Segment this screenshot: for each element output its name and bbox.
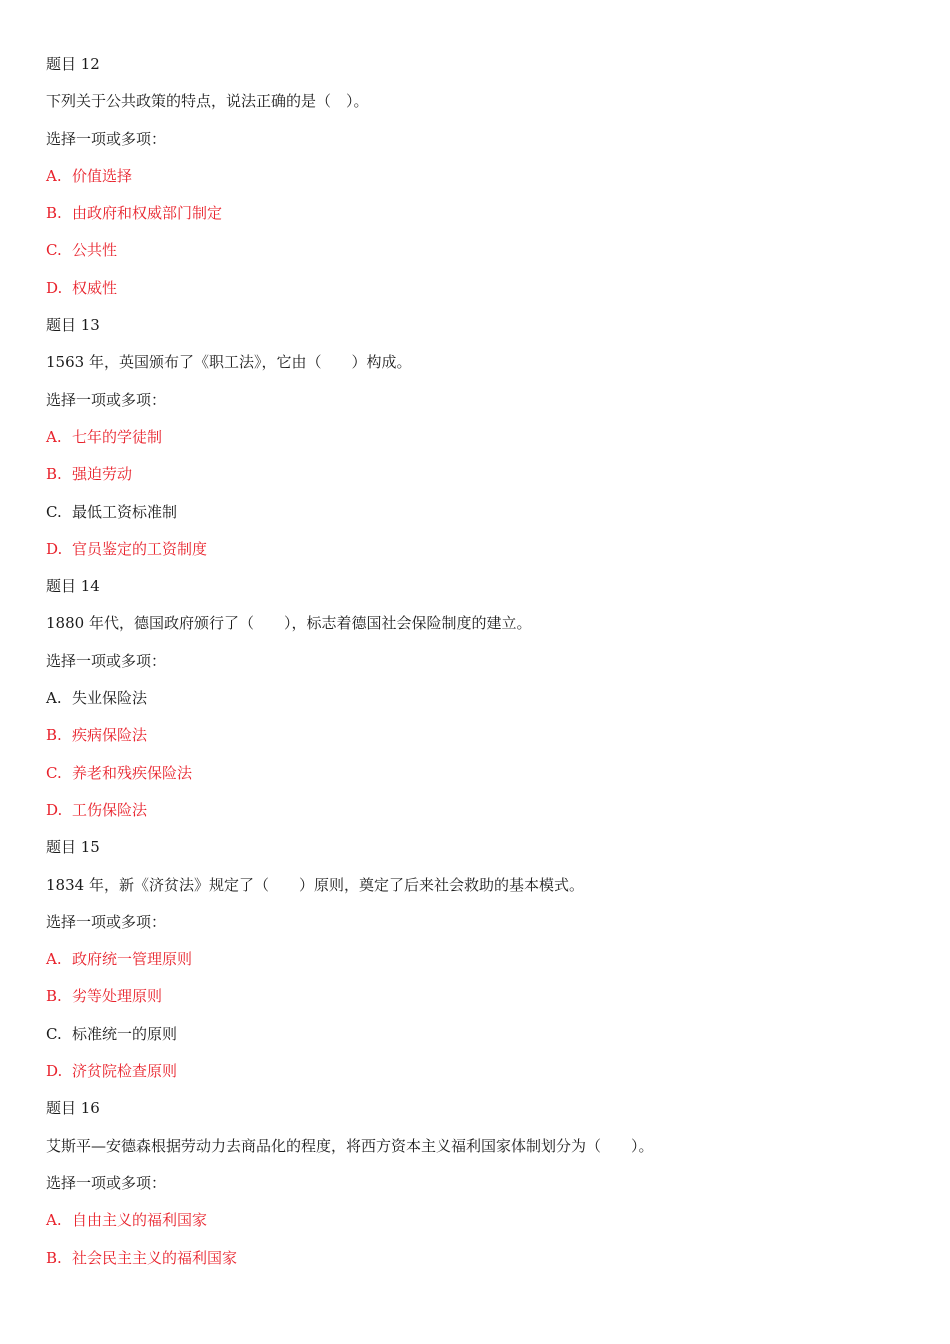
- option-letter: C.: [46, 502, 62, 521]
- question-header: 题目 12: [46, 55, 100, 73]
- option-text: 济贫院检查原则: [72, 1062, 178, 1081]
- option-d[interactable]: [46, 276, 906, 313]
- question-stem: 1563 年，英国颁布了《职工法》，它由（ ）构成。: [46, 353, 412, 372]
- option-a[interactable]: [46, 1208, 906, 1245]
- option-letter: D.: [46, 800, 63, 819]
- question-header: 题目 16: [46, 1099, 100, 1118]
- option-letter: C.: [46, 1024, 62, 1043]
- question-prompt: 选择一项或多项：: [46, 912, 167, 931]
- option-b[interactable]: [46, 723, 906, 760]
- question-header: 题目 14: [46, 577, 100, 596]
- option-c[interactable]: [46, 1022, 906, 1059]
- option-text: 公共性: [72, 241, 118, 260]
- option-d[interactable]: [46, 537, 906, 574]
- option-b[interactable]: [46, 1246, 906, 1283]
- option-letter: C.: [46, 241, 62, 260]
- option-text: 劣等处理原则: [72, 987, 163, 1006]
- option-text: 强迫劳动: [72, 465, 133, 484]
- option-letter: A.: [46, 950, 62, 969]
- option-letter: A.: [46, 689, 62, 708]
- option-a[interactable]: [46, 425, 906, 462]
- question-prompt: 选择一项或多项：: [46, 1173, 167, 1192]
- question-stem: 1880 年代，德国政府颁行了（ ），标志着德国社会保险制度的建立。: [46, 614, 532, 633]
- option-text: 自由主义的福利国家: [72, 1211, 208, 1230]
- option-text: 社会民主主义的福利国家: [72, 1248, 238, 1267]
- option-text: 失业保险法: [72, 689, 148, 708]
- option-letter: B.: [46, 987, 62, 1006]
- question-prompt: 选择一项或多项：: [46, 651, 167, 670]
- question-page: [46, 52, 906, 1283]
- option-text: 标准统一的原则: [72, 1024, 178, 1043]
- option-c[interactable]: [46, 500, 906, 537]
- option-letter: B.: [46, 465, 62, 484]
- option-text: 权威性: [72, 278, 118, 297]
- option-text: 工伤保险法: [72, 800, 148, 819]
- option-letter: B.: [46, 726, 62, 745]
- question-prompt: 选择一项或多项：: [46, 390, 167, 409]
- option-c[interactable]: [46, 761, 906, 798]
- option-text: 疾病保险法: [72, 726, 148, 745]
- question-stem: 艾斯平—安德森根据劳动力去商品化的程度，将西方资本主义福利国家体制划分为（ ）。: [46, 1136, 654, 1155]
- option-text: 政府统一管理原则: [72, 950, 193, 969]
- option-a[interactable]: [46, 686, 906, 723]
- option-d[interactable]: [46, 1059, 906, 1096]
- option-letter: D.: [46, 278, 63, 297]
- option-d[interactable]: [46, 798, 906, 835]
- question-header: 题目 15: [46, 838, 100, 857]
- option-text: 价值选择: [72, 166, 133, 185]
- option-b[interactable]: [46, 984, 906, 1021]
- option-b[interactable]: [46, 201, 906, 238]
- option-text: 最低工资标准制: [72, 502, 178, 521]
- option-text: 官员鉴定的工资制度: [72, 539, 208, 558]
- option-b[interactable]: [46, 462, 906, 499]
- option-a[interactable]: [46, 164, 906, 201]
- question-prompt: 选择一项或多项：: [46, 129, 167, 148]
- question-stem: 1834 年，新《济贫法》规定了（ ）原则，奠定了后来社会救助的基本模式。: [46, 875, 584, 894]
- option-letter: B.: [46, 204, 62, 223]
- option-letter: B.: [46, 1248, 62, 1267]
- option-letter: A.: [46, 166, 62, 185]
- option-text: 由政府和权威部门制定: [72, 204, 223, 223]
- option-text: 七年的学徒制: [72, 427, 163, 446]
- option-letter: D.: [46, 539, 63, 558]
- option-a[interactable]: [46, 947, 906, 984]
- option-c[interactable]: [46, 238, 906, 275]
- option-letter: A.: [46, 427, 62, 446]
- option-letter: D.: [46, 1062, 63, 1081]
- option-letter: A.: [46, 1211, 62, 1230]
- question-header: 题目 13: [46, 316, 100, 335]
- question-stem: 下列关于公共政策的特点，说法正确的是（ ）。: [46, 92, 369, 111]
- option-text: 养老和残疾保险法: [72, 763, 193, 782]
- option-letter: C.: [46, 763, 62, 782]
